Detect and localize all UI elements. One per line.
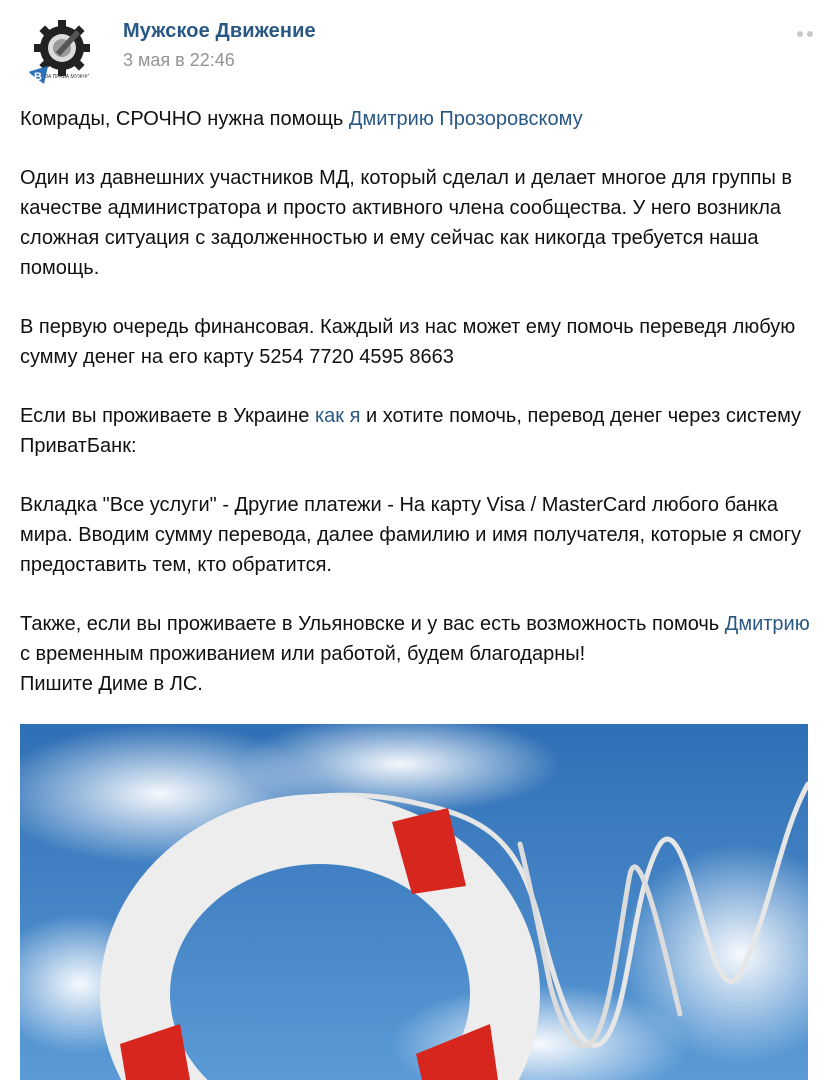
mention-link[interactable]: Дмитрию Прозоровскому — [348, 108, 583, 130]
author-name[interactable]: Мужское Движение — [123, 20, 316, 42]
text: Комрады, СРОЧНО нужна помощь — [20, 108, 349, 130]
paragraph-3: В первую очередь финансовая. Каждый из нас может ему помочь переведя любую сумму денег на его карту 5254 7720 4595 8663 — [20, 316, 796, 368]
text: и хотите помочь, перевод денег через систему ПриватБанк: — [20, 405, 802, 457]
group-logo-gear-icon — [22, 12, 98, 88]
group-avatar[interactable] — [22, 12, 98, 88]
avatar-badge: В — [34, 71, 42, 83]
more-dots-icon[interactable] — [797, 26, 821, 42]
dot — [807, 31, 813, 37]
paragraph-2: Один из давнешних участников МД, который сделал и делает многое для группы в качестве администратора и просто активного члена сообщества. У него возникла сложная ситуация с задолженностью и ему сейчас как никогда требуется наша помощь. — [20, 167, 793, 279]
text: Пишите Диме в ЛС. — [20, 673, 203, 695]
text: Также, если вы проживаете в Ульяновске и у вас есть возможность помочь — [20, 613, 725, 635]
post-date[interactable]: 3 мая в 22:46 — [123, 50, 235, 70]
paragraph-5: Вкладка "Все услуги" - Другие платежи - На карту Visa / MasterCard любого банка мира. Вводим сумму перевода, далее фамилию и имя получателя, которые я смогу предоставить тем, кто обратится. — [20, 494, 802, 576]
text: Если вы проживаете в Украине — [20, 405, 315, 427]
paragraph-4 — [20, 401, 810, 461]
mention-link[interactable]: Дмитрию — [724, 613, 810, 635]
avatar-caption: ЗА ПРАВА МУЖЧИН — [44, 74, 94, 80]
post-photo[interactable] — [20, 724, 808, 1080]
paragraph-1 — [20, 104, 810, 134]
profile-link[interactable]: как я — [314, 405, 361, 427]
life-buoy-image — [20, 724, 808, 1080]
dot — [797, 31, 803, 37]
post-text — [20, 104, 810, 699]
text: с временным проживанием или работой, будем благодарны! — [20, 643, 586, 665]
paragraph-6 — [20, 609, 810, 699]
